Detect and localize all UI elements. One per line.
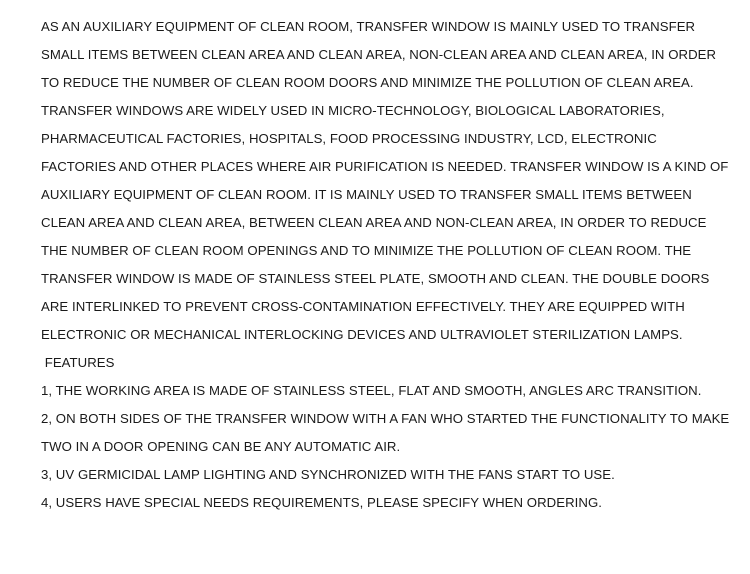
description-line-12: ELECTRONIC OR MECHANICAL INTERLOCKING DEVICES AND ULTRAVIOLET STERILIZATION LAMPS. [41, 327, 683, 342]
feature-line-3: TWO IN A DOOR OPENING CAN BE ANY AUTOMATIC AIR. [41, 439, 401, 454]
description-line-8: CLEAN AREA AND CLEAN AREA, BETWEEN CLEAN AREA AND NON-CLEAN AREA, IN ORDER TO REDUCE [41, 215, 707, 230]
description-line-1: AS AN AUXILIARY EQUIPMENT OF CLEAN ROOM, TRANSFER WINDOW IS MAINLY USED TO TRANSFER [41, 19, 696, 34]
description-line-3: TO REDUCE THE NUMBER OF CLEAN ROOM DOORS AND MINIMIZE THE POLLUTION OF CLEAN AREA. [41, 75, 694, 90]
feature-line-4: 3, UV GERMICIDAL LAMP LIGHTING AND SYNCHRONIZED WITH THE FANS START TO USE. [41, 467, 615, 482]
description-line-4: TRANSFER WINDOWS ARE WIDELY USED IN MICRO-TECHNOLOGY, BIOLOGICAL LABORATORIES, [41, 103, 665, 118]
feature-line-1: 1, THE WORKING AREA IS MADE OF STAINLESS STEEL, FLAT AND SMOOTH, ANGLES ARC TRANSITION. [41, 383, 702, 398]
description-line-7: AUXILIARY EQUIPMENT OF CLEAN ROOM. IT IS MAINLY USED TO TRANSFER SMALL ITEMS BETWEEN [41, 187, 692, 202]
description-line-2: SMALL ITEMS BETWEEN CLEAN AREA AND CLEAN AREA, NON-CLEAN AREA AND CLEAN AREA, IN ORDER [41, 47, 717, 62]
description-line-11: ARE INTERLINKED TO PREVENT CROSS-CONTAMINATION EFFECTIVELY. THEY ARE EQUIPPED WITH [41, 299, 685, 314]
description-line-6: FACTORIES AND OTHER PLACES WHERE AIR PURIFICATION IS NEEDED. TRANSFER WINDOW IS A KIND OF [41, 159, 729, 174]
features-heading: FEATURES [41, 355, 115, 370]
description-line-10: TRANSFER WINDOW IS MADE OF STAINLESS STEEL PLATE, SMOOTH AND CLEAN. THE DOUBLE DOORS [41, 271, 710, 286]
feature-line-2: 2, ON BOTH SIDES OF THE TRANSFER WINDOW WITH A FAN WHO STARTED THE FUNCTIONALITY TO MAKE [41, 411, 730, 426]
feature-line-5: 4, USERS HAVE SPECIAL NEEDS REQUIREMENTS, PLEASE SPECIFY WHEN ORDERING. [41, 495, 602, 510]
description-line-5: PHARMACEUTICAL FACTORIES, HOSPITALS, FOOD PROCESSING INDUSTRY, LCD, ELECTRONIC [41, 131, 657, 146]
description-line-9: THE NUMBER OF CLEAN ROOM OPENINGS AND TO MINIMIZE THE POLLUTION OF CLEAN ROOM. THE [41, 243, 692, 258]
